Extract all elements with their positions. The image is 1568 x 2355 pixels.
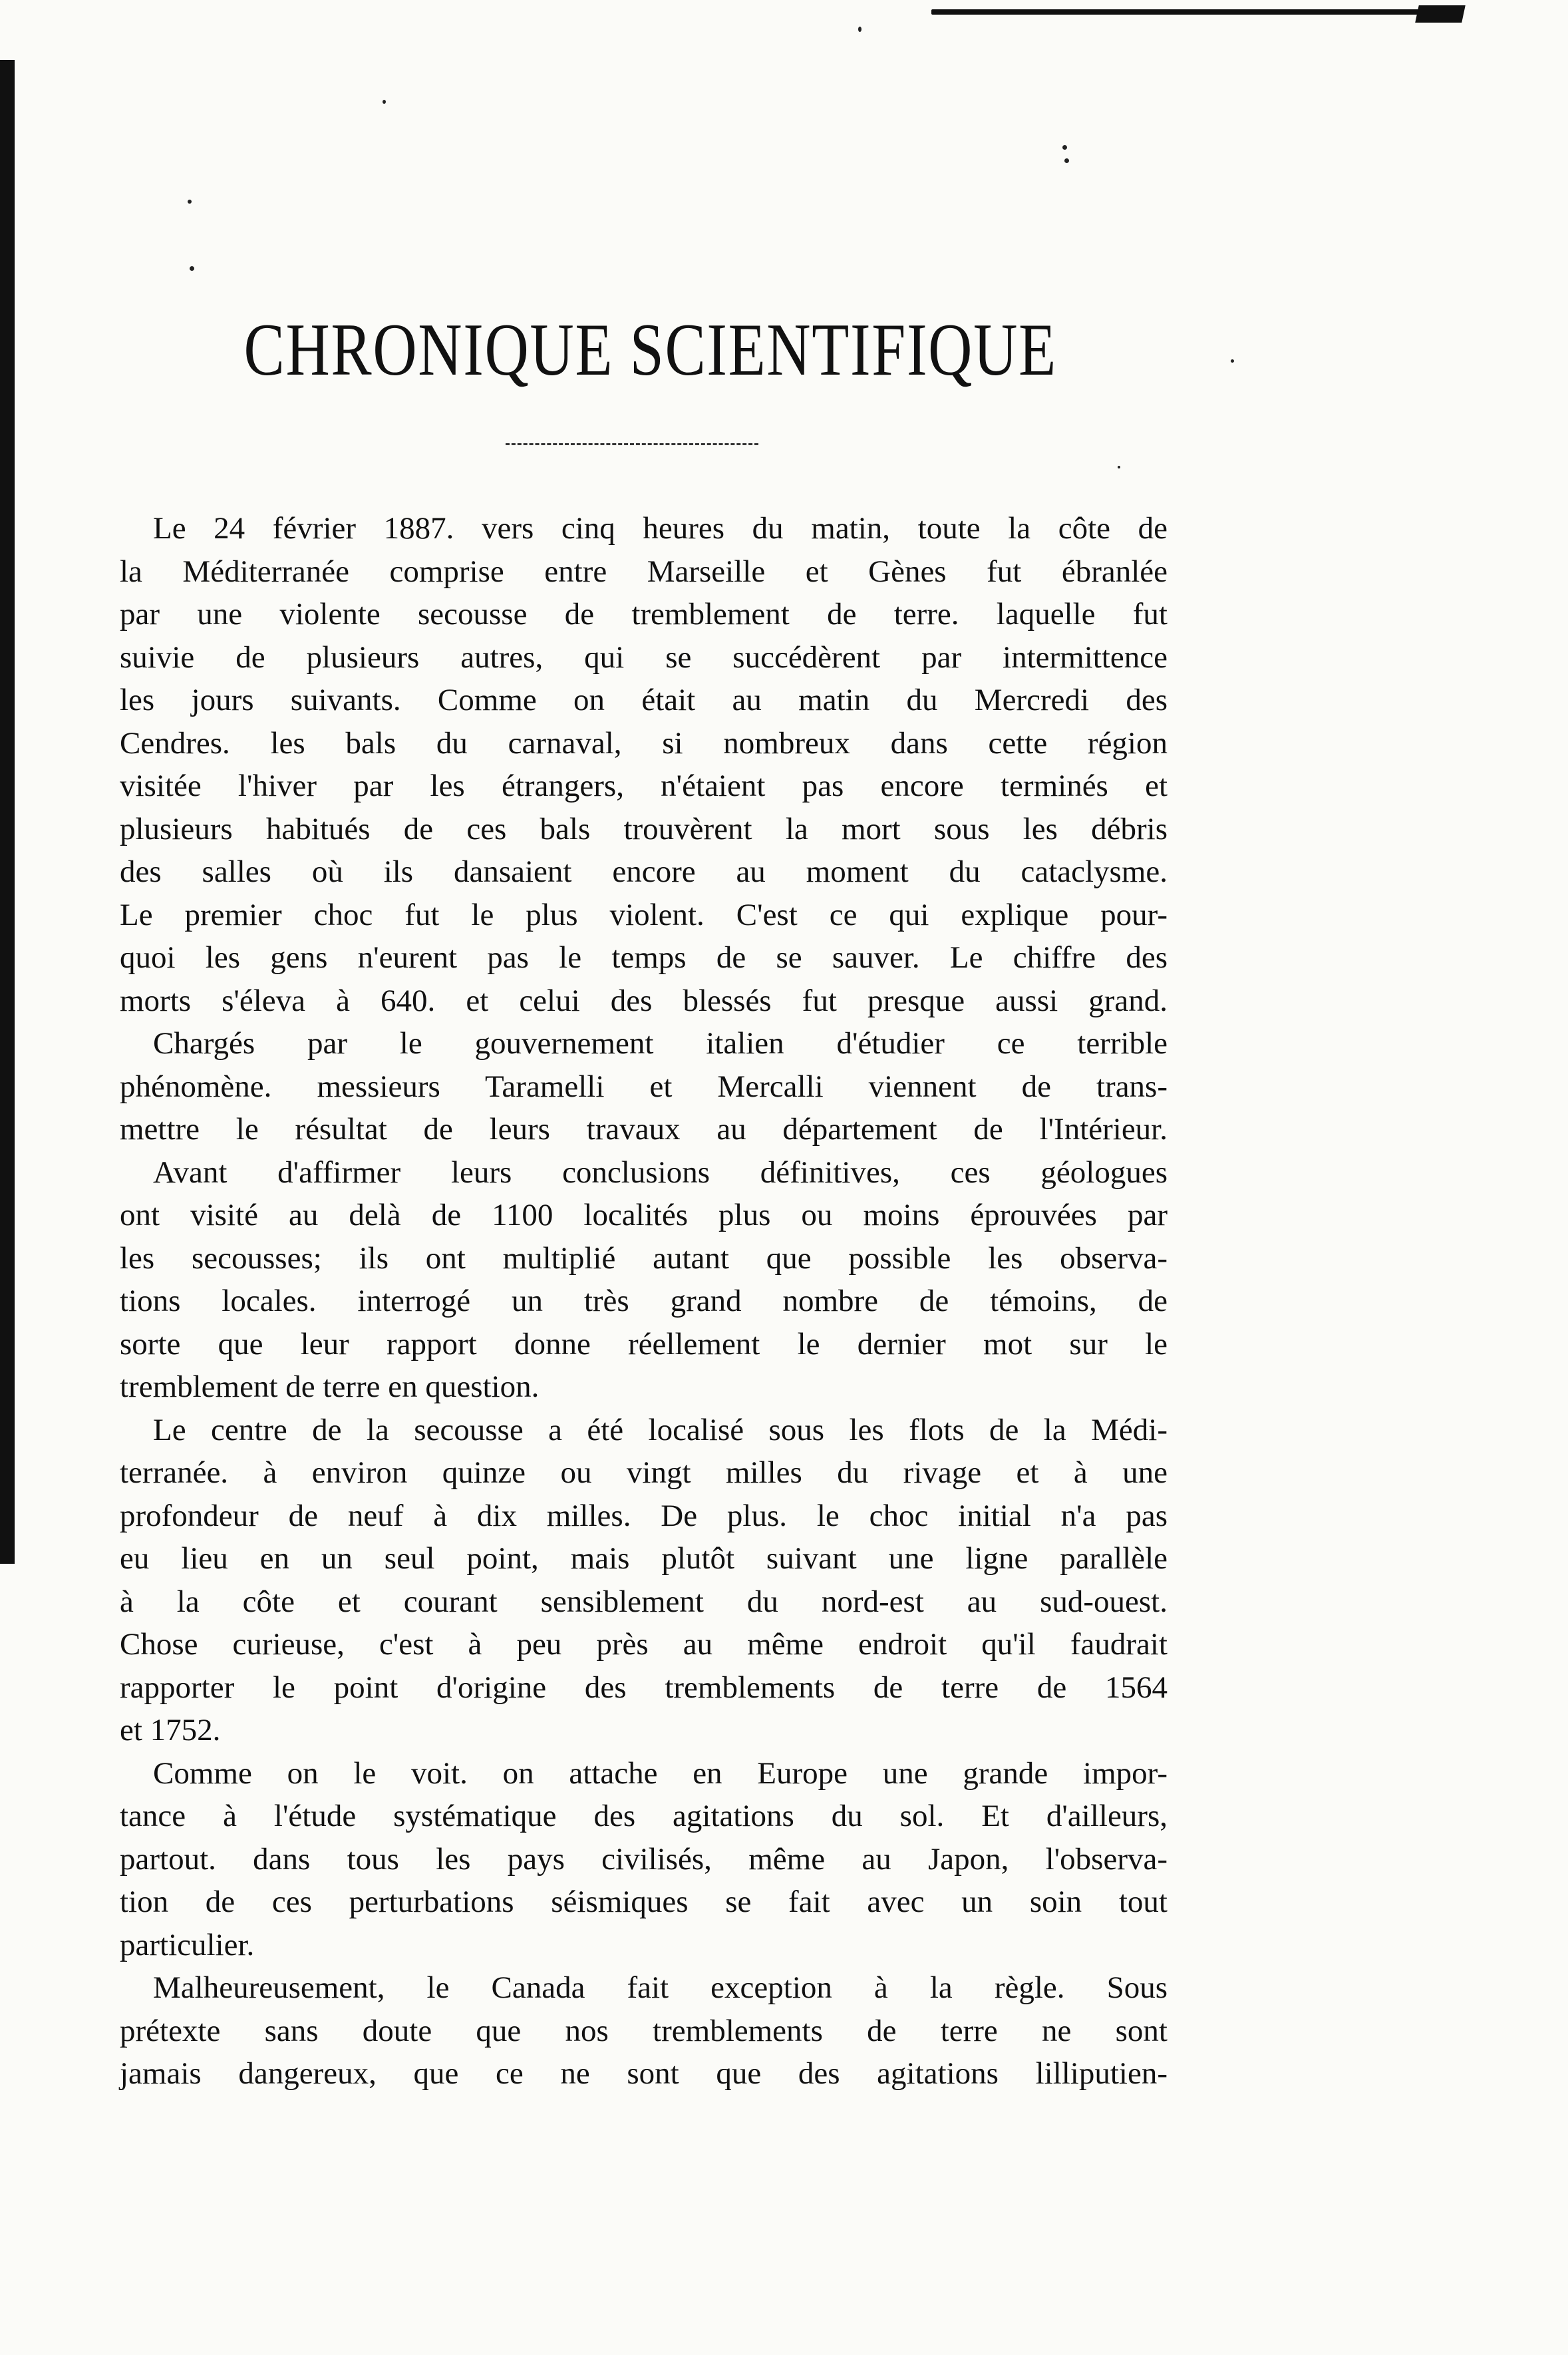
text-line: Malheureusement, le Canada fait exception à la règle. Sous xyxy=(153,1970,1168,2005)
text-line: tance à l'étude systématique des agitations du sol. Et d'ailleurs, xyxy=(120,1799,1168,1833)
text-line: tion de ces perturbations séismiques se fait avec un soin tout xyxy=(120,1885,1168,1919)
scan-speck xyxy=(383,100,386,104)
scan-speck xyxy=(1064,158,1069,163)
scan-speck xyxy=(190,266,194,271)
text-line: tremblement de terre en question. xyxy=(120,1369,540,1404)
text-line: à la côte et courant sensiblement du nord-est au sud-ouest. xyxy=(120,1584,1168,1619)
text-line: phénomène. messieurs Taramelli et Mercalli viennent de trans- xyxy=(120,1069,1168,1104)
text-line: tions locales. interrogé un très grand nombre de témoins, de xyxy=(120,1284,1168,1318)
scan-speck xyxy=(188,200,192,204)
scan-edge-shadow xyxy=(0,60,15,1564)
text-line: Le 24 février 1887. vers cinq heures du matin, toute la côte de xyxy=(153,511,1168,546)
text-line: Avant d'affirmer leurs conclusions définitives, ces géologues xyxy=(153,1155,1168,1190)
text-line: visitée l'hiver par les étrangers, n'étaient pas encore terminés et xyxy=(120,769,1168,803)
text-line: Cendres. les bals du carnaval, si nombreux dans cette région xyxy=(120,725,1168,761)
text-line: les jours suivants. Comme on était au matin du Mercredi des xyxy=(120,683,1168,717)
text-line: Le centre de la secousse a été localisé sous les flots de la Médi- xyxy=(153,1412,1168,1447)
text-line: jamais dangereux, que ce ne sont que des agitations lilliputien- xyxy=(120,2056,1168,2091)
text-line: ont visité au delà de 1100 localités plus ou moins éprouvées par xyxy=(120,1198,1168,1232)
title-divider xyxy=(506,443,758,445)
scan-speck xyxy=(1062,145,1067,150)
text-line: eu lieu en un seul point, mais plutôt suivant une ligne parallèle xyxy=(120,1541,1168,1576)
scan-top-rule xyxy=(931,9,1437,15)
text-line: Comme on le voit. on attache en Europe une grande impor- xyxy=(153,1755,1168,1791)
text-line: par une violente secousse de tremblement de terre. laquelle fut xyxy=(120,597,1168,632)
scan-speck xyxy=(858,27,862,32)
article-body xyxy=(120,507,1168,2095)
text-line: plusieurs habitués de ces bals trouvèrent la mort sous les débris xyxy=(120,811,1168,846)
text-line: Le premier choc fut le plus violent. C'est ce qui explique pour- xyxy=(120,897,1168,932)
text-line: Chose curieuse, c'est à peu près au même endroit qu'il faudrait xyxy=(120,1627,1168,1662)
text-line: morts s'éleva à 640. et celui des blessés fut presque aussi grand. xyxy=(120,983,1168,1018)
scan-top-rule-tip xyxy=(1415,5,1466,23)
text-line: profondeur de neuf à dix milles. De plus. le choc initial n'a pas xyxy=(120,1498,1168,1533)
text-line: les secousses; ils ont multiplié autant que possible les observa- xyxy=(120,1240,1168,1276)
text-line: la Méditerranée comprise entre Marseille et Gènes fut ébranlée xyxy=(120,554,1168,589)
text-line: partout. dans tous les pays civilisés, même au Japon, l'observa- xyxy=(120,1841,1168,1877)
page-title: CHRONIQUE SCIENTIFIQUE xyxy=(243,309,1057,391)
text-line: sorte que leur rapport donne réellement le dernier mot sur le xyxy=(120,1326,1168,1361)
scan-speck xyxy=(1118,466,1120,468)
text-line: et 1752. xyxy=(120,1713,221,1747)
text-line: particulier. xyxy=(120,1927,255,1962)
text-line: des salles où ils dansaient encore au moment du cataclysme. xyxy=(120,854,1168,889)
scan-speck xyxy=(1231,359,1234,363)
text-line: quoi les gens n'eurent pas le temps de se sauver. Le chiffre des xyxy=(120,940,1168,975)
text-line: terranée. à environ quinze ou vingt milles du rivage et à une xyxy=(120,1455,1168,1490)
text-line: Chargés par le gouvernement italien d'étudier ce terrible xyxy=(153,1026,1168,1061)
text-line: rapporter le point d'origine des tremblements de terre de 1564 xyxy=(120,1670,1168,1705)
text-line: prétexte sans doute que nos tremblements de terre ne sont xyxy=(120,2013,1168,2048)
text-line: suivie de plusieurs autres, qui se succédèrent par intermittence xyxy=(120,639,1168,675)
text-line: mettre le résultat de leurs travaux au département de l'Intérieur. xyxy=(120,1112,1168,1147)
